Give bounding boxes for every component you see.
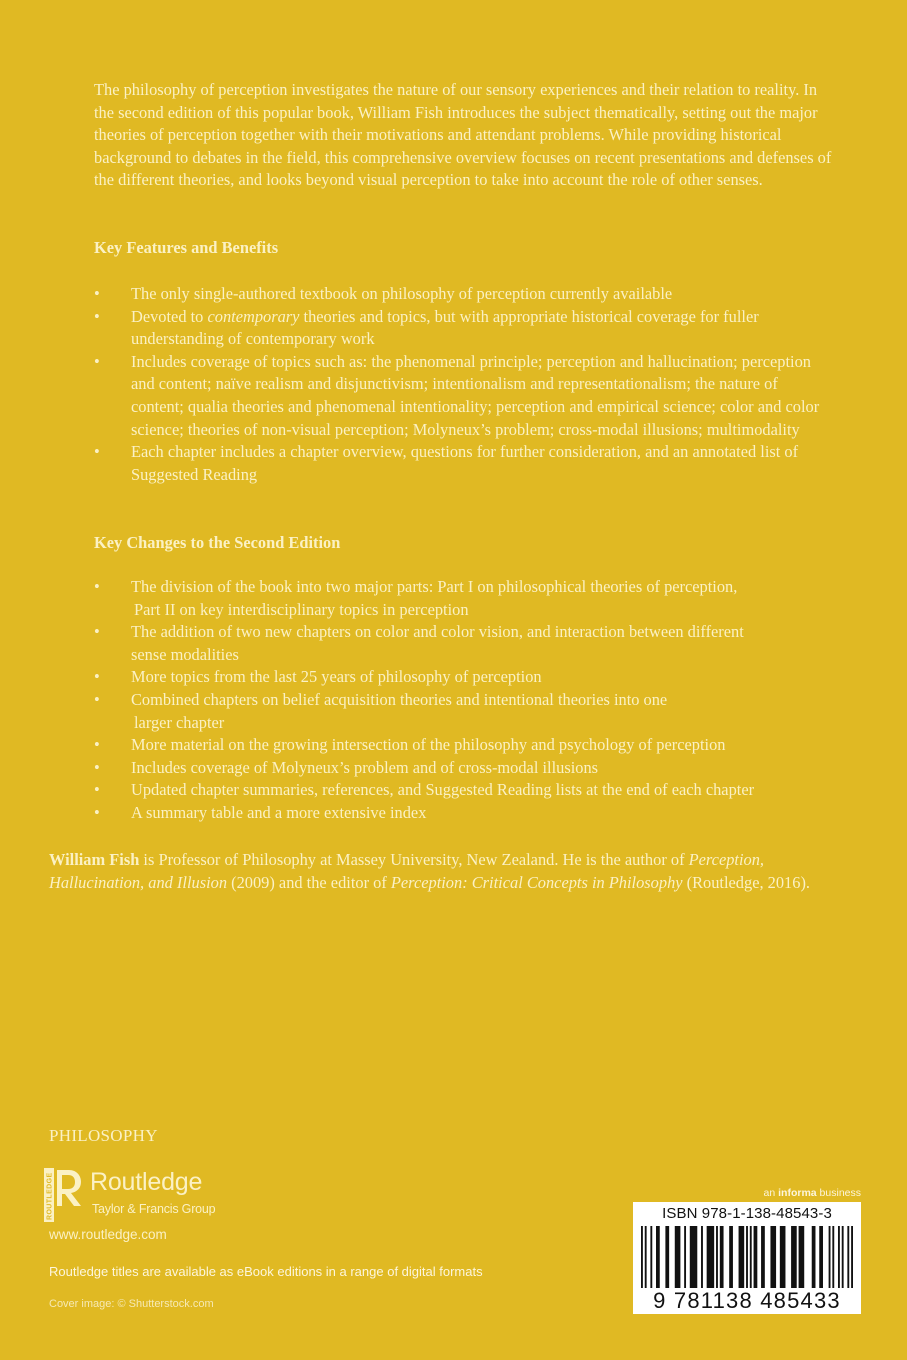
barcode-bar bbox=[746, 1226, 748, 1288]
key-features-heading: Key Features and Benefits bbox=[94, 238, 279, 257]
barcode-right-group: 485433 bbox=[760, 1288, 841, 1313]
barcode-left-group: 781138 bbox=[673, 1288, 753, 1313]
barcode-bar bbox=[832, 1226, 834, 1288]
barcode-bar bbox=[819, 1226, 823, 1288]
publisher-name: Routledge bbox=[90, 1168, 203, 1196]
barcode-bar bbox=[812, 1226, 816, 1288]
list-item bbox=[94, 576, 854, 621]
routledge-logo-icon bbox=[43, 1168, 83, 1222]
barcode-bar bbox=[729, 1226, 733, 1288]
list-item bbox=[94, 689, 854, 734]
feature-text: Each chapter includes a chapter overview, questions for further consideration, and an annotated list of Suggested Reading bbox=[131, 442, 799, 484]
feature-emphasis: contemporary bbox=[207, 306, 300, 326]
bullet-icon: • bbox=[94, 442, 100, 462]
subject-category: PHILOSOPHY bbox=[49, 1126, 158, 1145]
bullet-icon: • bbox=[94, 735, 100, 755]
routledge-logo bbox=[43, 1168, 293, 1224]
change-text-continued: Part II on key interdisciplinary topics in perception bbox=[134, 599, 469, 619]
barcode-bar bbox=[799, 1226, 805, 1288]
list-item bbox=[94, 351, 834, 441]
bullet-icon: • bbox=[94, 622, 100, 642]
publisher-website-link[interactable]: www.routledge.com bbox=[49, 1227, 167, 1242]
list-item bbox=[94, 779, 854, 802]
list-item bbox=[94, 802, 854, 825]
barcode-bar bbox=[838, 1226, 840, 1288]
informa-brand: informa bbox=[778, 1187, 817, 1199]
list-item bbox=[94, 757, 854, 780]
list-item bbox=[94, 441, 834, 486]
change-text: Includes coverage of Molyneux’s problem and of cross-modal illusions bbox=[131, 757, 599, 777]
informa-prefix: an bbox=[763, 1187, 779, 1199]
barcode-bar bbox=[851, 1226, 853, 1288]
cover-image-credit: Cover image: © Shutterstock.com bbox=[49, 1298, 214, 1310]
bullet-icon: • bbox=[94, 757, 100, 777]
barcode-first-digit: 9 bbox=[653, 1288, 667, 1313]
change-text-continued: larger chapter bbox=[134, 712, 225, 732]
change-text: A summary table and a more extensive index bbox=[131, 802, 427, 822]
barcode-digits bbox=[633, 1288, 861, 1314]
isbn-label: ISBN 978-1-138-48543-3 bbox=[662, 1205, 832, 1222]
barcode-bar bbox=[842, 1226, 844, 1288]
barcode-bar bbox=[791, 1226, 797, 1288]
list-item bbox=[94, 306, 834, 351]
barcode-bar bbox=[707, 1226, 715, 1288]
publisher-group: Taylor & Francis Group bbox=[92, 1202, 216, 1216]
informa-suffix: business bbox=[816, 1187, 861, 1199]
barcode-bar bbox=[684, 1226, 686, 1288]
author-bio-text: is Professor of Philosophy at Massey University, New Zealand. He is the author of bbox=[139, 850, 689, 869]
bullet-icon: • bbox=[94, 689, 100, 709]
barcode-bars bbox=[641, 1226, 853, 1290]
bullet-icon: • bbox=[94, 667, 100, 687]
bullet-icon: • bbox=[94, 351, 100, 371]
ebook-availability-note: Routledge titles are available as eBook editions in a range of digital formats bbox=[49, 1264, 483, 1279]
list-item bbox=[94, 666, 854, 689]
change-text: The addition of two new chapters on color and color vision, and interaction between different bbox=[131, 622, 744, 642]
change-text: Updated chapter summaries, references, and Suggested Reading lists at the end of each chapter bbox=[131, 780, 755, 800]
bullet-icon: • bbox=[94, 577, 100, 596]
barcode-bar bbox=[770, 1226, 776, 1288]
feature-text: The only single-authored textbook on philosophy of perception currently available bbox=[131, 284, 673, 303]
barcode-bar bbox=[641, 1226, 643, 1288]
bullet-icon: • bbox=[94, 306, 100, 326]
bullet-icon: • bbox=[94, 284, 100, 303]
barcode-bar bbox=[656, 1226, 660, 1288]
change-text: Combined chapters on belief acquisition theories and intentional theories into one bbox=[131, 689, 668, 709]
change-text: More topics from the last 25 years of philosophy of perception bbox=[131, 667, 542, 687]
author-bio-text: (Routledge, 2016). bbox=[682, 873, 811, 892]
description-paragraph: The philosophy of perception investigates the nature of our sensory experiences and their relation to reality. In the second edition of this popular book, William Fish introduces the subject thematically, setting out the major theories of perception together with their motivations and attendant problems. While providing historical background to debates in the field, this comprehensive overview focuses on recent presentations and defenses of the different theories, and looks beyond visual perception to take into account the role of other senses. bbox=[94, 80, 832, 190]
barcode-bar bbox=[720, 1226, 724, 1288]
list-item bbox=[94, 734, 854, 757]
bullet-icon: • bbox=[94, 780, 100, 800]
isbn-barcode bbox=[633, 1202, 861, 1314]
logo-vertical-text: ROUTLEDGE bbox=[46, 1172, 54, 1220]
list-item bbox=[94, 621, 854, 666]
barcode-bar bbox=[650, 1226, 652, 1288]
key-features-list bbox=[94, 283, 834, 486]
author-bio-text: (2009) and the editor of bbox=[227, 873, 391, 892]
barcode-bar bbox=[690, 1226, 698, 1288]
feature-text-suffix: theories and topics, but with appropriate historical coverage for fuller understanding of contemporary work bbox=[131, 306, 759, 349]
feature-text-prefix: Devoted to bbox=[131, 306, 208, 326]
author-bio bbox=[49, 848, 849, 894]
barcode-bar bbox=[754, 1226, 758, 1288]
barcode-bar bbox=[716, 1226, 718, 1288]
barcode-bar bbox=[829, 1226, 831, 1288]
list-item bbox=[94, 283, 834, 306]
key-changes-heading: Key Changes to the Second Edition bbox=[94, 533, 341, 552]
key-changes-list bbox=[94, 576, 854, 825]
barcode-bar bbox=[701, 1226, 703, 1288]
barcode-bar bbox=[847, 1226, 849, 1288]
barcode-bar bbox=[665, 1226, 669, 1288]
change-text: More material on the growing intersection of the philosophy and psychology of perception bbox=[131, 735, 726, 755]
barcode-bar bbox=[739, 1226, 745, 1288]
barcode-bar bbox=[780, 1226, 786, 1288]
change-text-continued: sense modalities bbox=[131, 644, 239, 664]
feature-text: Includes coverage of topics such as: the phenomenal principle; perception and hallucination; perception and content; naïve realism and disjunctivism; intentionalism and representationalism; the nature of content; qualia theories and phenomenal intentionality; perception and empirical science; color and color science; theories of non-visual perception; Molyneux’s problem; cross-modal illusions; multimodality bbox=[131, 351, 820, 439]
barcode-bar bbox=[675, 1226, 681, 1288]
barcode-bar bbox=[645, 1226, 647, 1288]
barcode-bar bbox=[761, 1226, 765, 1288]
author-name: William Fish bbox=[49, 850, 140, 869]
informa-business-tagline bbox=[720, 1187, 861, 1199]
author-book-title: Perception, Hallucination, and Illusion bbox=[49, 850, 765, 892]
edited-book-title: Perception: Critical Concepts in Philosophy bbox=[390, 873, 683, 892]
bullet-icon: • bbox=[94, 802, 100, 822]
change-text: The division of the book into two major parts: Part I on philosophical theories of perception, bbox=[131, 577, 738, 596]
barcode-bar bbox=[750, 1226, 752, 1288]
